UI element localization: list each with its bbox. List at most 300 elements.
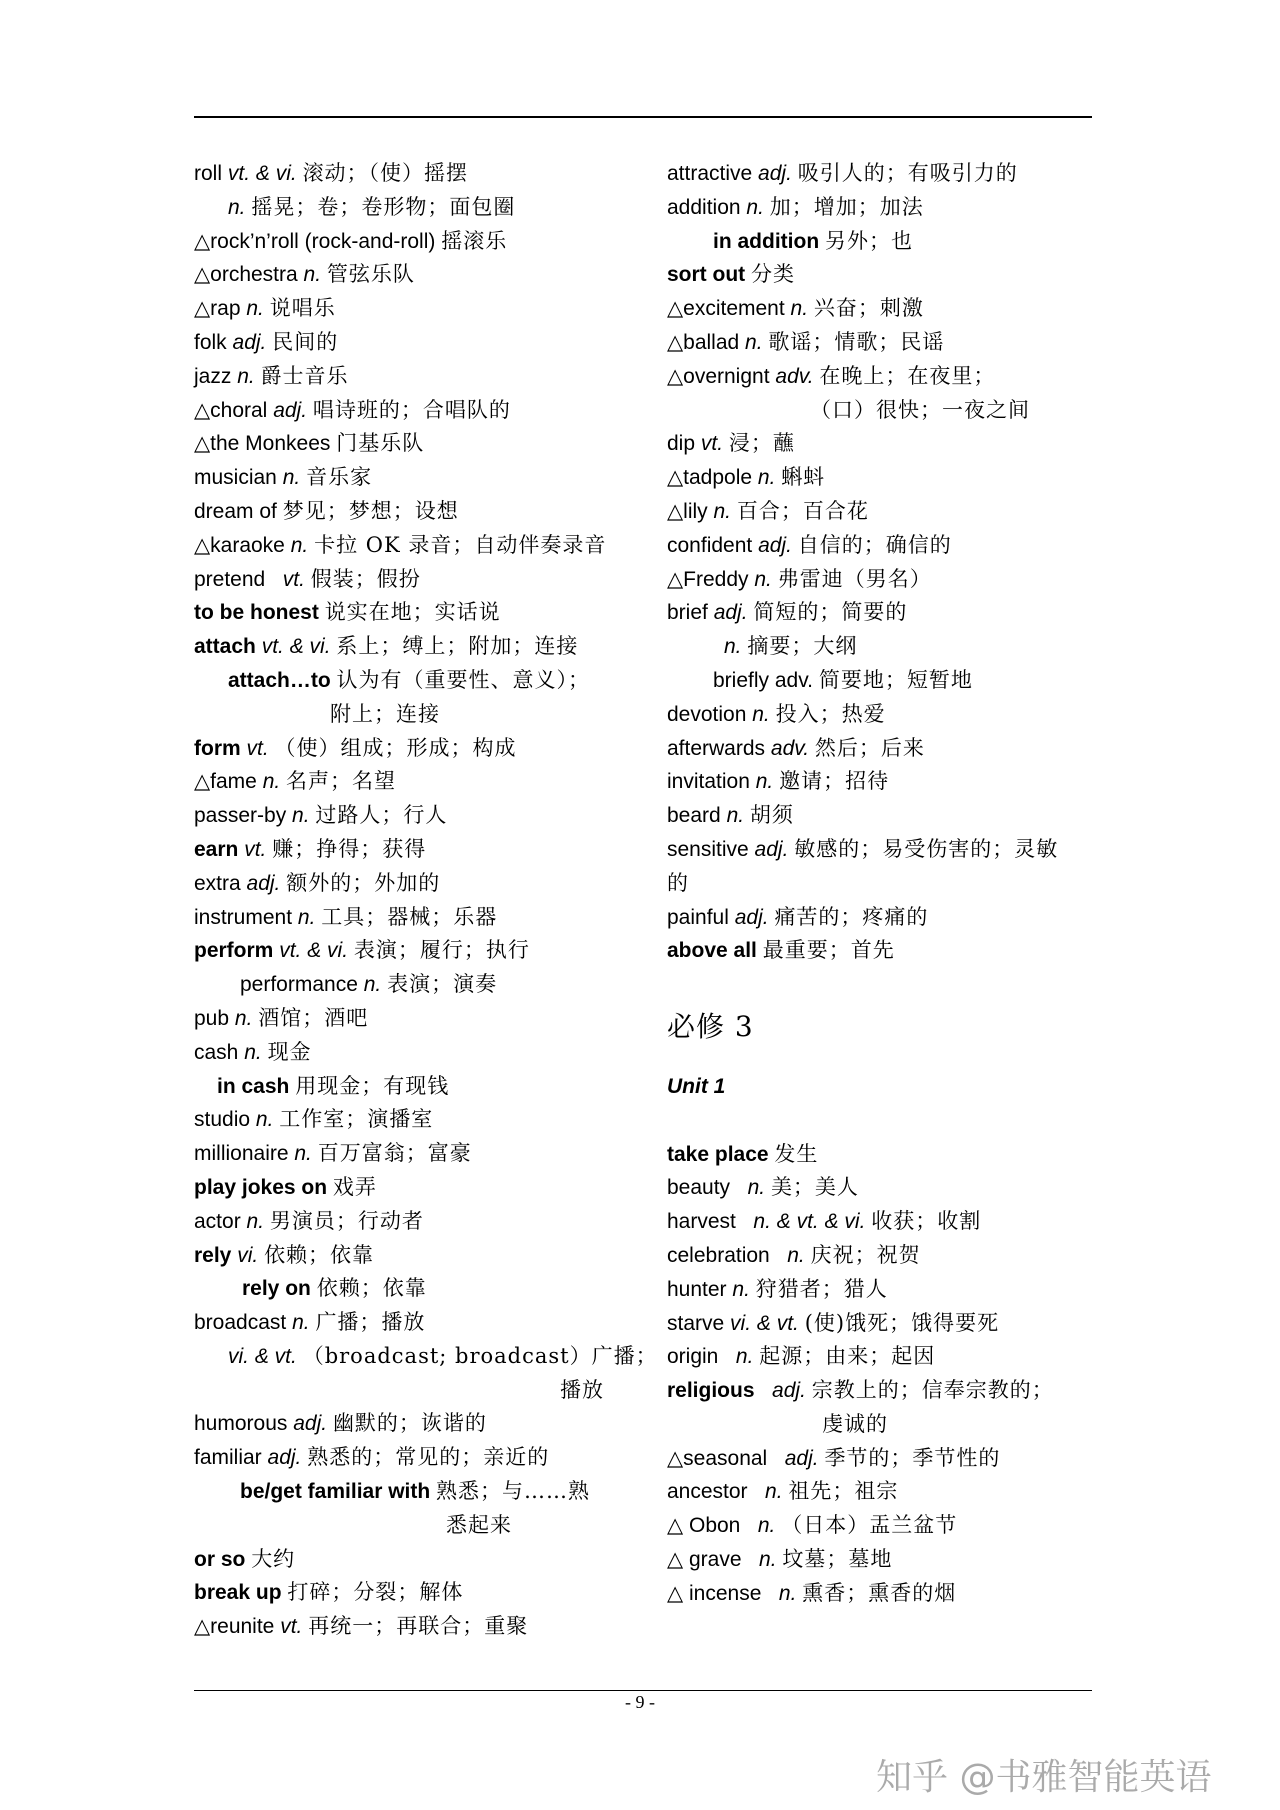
entry-pos: n. & vt. & vi. <box>741 1210 866 1234</box>
entry-meaning: 兴奋；刺激 <box>813 296 924 321</box>
entry-pos: n. <box>282 466 301 490</box>
entry-pos: adj. <box>760 1379 806 1403</box>
entry-pos: vi. & vt. <box>228 1344 297 1368</box>
vocab-entry <box>667 1340 1107 1374</box>
entry-meaning: 工具；器械；乐器 <box>321 904 498 929</box>
vocab-entry <box>667 867 1107 901</box>
unit-title: Unit 1 <box>667 1074 726 1098</box>
vocab-entry <box>194 765 634 799</box>
entry-pos: vt. & vi. <box>227 162 297 185</box>
vocab-entry <box>194 1036 634 1070</box>
entry-meaning: 依赖；依靠 <box>316 1276 427 1301</box>
vocab-entry <box>667 427 1107 461</box>
entry-word: brief <box>667 601 708 625</box>
entry-meaning: 播放 <box>560 1377 604 1402</box>
entry-meaning: 蝌蚪 <box>781 465 826 490</box>
entry-word: humorous <box>194 1412 288 1436</box>
right-column <box>667 157 1107 1611</box>
entry-pos: n. <box>290 533 309 557</box>
entry-pos: n. <box>713 499 732 523</box>
entry-word: or so <box>194 1547 246 1571</box>
vocab-entry <box>194 968 634 1002</box>
entry-word: △fame <box>194 770 257 794</box>
entry-pos: adv. <box>770 736 810 760</box>
vocab-entry <box>194 664 634 698</box>
entry-word: cash <box>194 1040 239 1064</box>
vocab-entry <box>194 258 634 292</box>
entry-meaning: 附上；连接 <box>330 701 440 726</box>
entry-word: afterwards <box>667 736 766 760</box>
vocab-entry <box>194 529 634 563</box>
vocab-entry <box>667 1475 1107 1509</box>
entry-meaning: （broadcast; broadcast）广播； <box>302 1343 658 1368</box>
entry-meaning: 歌谣；情歌；民谣 <box>768 329 945 354</box>
entry-pos: n. <box>757 466 776 490</box>
entry-word: rely on <box>242 1277 311 1301</box>
entry-meaning: 美；美人 <box>770 1175 859 1200</box>
entry-meaning: 认为有（重要性、意义）； <box>336 667 591 692</box>
entry-pos: n. <box>745 330 763 354</box>
entry-word: folk <box>194 330 227 354</box>
entry-meaning: 然后；后来 <box>814 735 925 760</box>
entry-word: △lily <box>667 499 708 523</box>
entry-word: in cash <box>217 1074 290 1098</box>
entry-meaning: 百合；百合花 <box>736 498 869 523</box>
vocab-entry <box>667 563 1107 597</box>
entry-pos: n. <box>767 1581 797 1605</box>
entry-meaning: 弗雷迪（男名） <box>777 566 932 591</box>
entry-pos: n. <box>297 905 316 929</box>
entry-pos: n. <box>303 263 322 287</box>
page-number: - 9 - <box>625 1692 655 1712</box>
entry-word: confident <box>667 533 753 557</box>
entry-word: devotion <box>667 702 747 726</box>
entry-word: beauty <box>667 1176 731 1200</box>
vocab-entry <box>667 698 1107 732</box>
vocab-entry <box>667 1408 1107 1442</box>
entry-word: △ballad <box>667 330 740 354</box>
vocab-entry <box>194 833 634 867</box>
entry-word: attach <box>194 635 256 659</box>
entry-word: extra <box>194 871 241 895</box>
vocab-entry <box>667 225 1107 259</box>
entry-word: ancestor <box>667 1480 748 1504</box>
vocab-entry <box>667 765 1107 799</box>
entry-word: △ incense <box>667 1581 762 1605</box>
entry-word: attractive <box>667 162 753 185</box>
vocab-entry <box>667 394 1107 428</box>
entry-meaning: 民间的 <box>272 329 339 354</box>
entry-pos: adj. <box>758 533 792 557</box>
entry-word: break up <box>194 1581 282 1605</box>
entry-word: celebration <box>667 1243 770 1267</box>
entry-word: △ Obon <box>667 1514 741 1538</box>
entry-meaning: 虔诚的 <box>822 1411 888 1436</box>
entry-word: △rap <box>194 297 241 321</box>
entry-pos: n. <box>294 1142 312 1166</box>
section-title: 必修 3 <box>667 1009 754 1043</box>
entry-meaning: 分类 <box>751 262 795 287</box>
entry-meaning: 浸；蘸 <box>728 431 795 456</box>
vocab-entry <box>194 1441 634 1475</box>
vocab-entry <box>194 934 634 968</box>
entry-pos: n. <box>726 804 745 828</box>
entry-pos: n. <box>753 1480 783 1504</box>
vocab-entry <box>194 732 634 766</box>
entry-word: △choral <box>194 398 268 422</box>
entry-word: sort out <box>667 263 746 287</box>
entry-meaning: 加；增加；加法 <box>769 194 924 219</box>
entry-pos: n. <box>746 1514 776 1538</box>
entry-word: addition <box>667 195 741 219</box>
entry-word: beard <box>667 804 721 828</box>
entry-meaning: 用现金；有现钱 <box>295 1073 450 1098</box>
entry-word: millionaire <box>194 1142 289 1166</box>
vocab-entry <box>667 1138 1107 1172</box>
vocab-entry <box>194 1374 634 1408</box>
vocab-entry <box>667 596 1107 630</box>
vocab-entry <box>194 596 634 630</box>
entry-meaning: 最重要；首先 <box>762 938 895 963</box>
entry-word: to be honest <box>194 601 319 625</box>
vocab-entry <box>194 461 634 495</box>
entry-word: △the Monkees <box>194 432 331 456</box>
entry-meaning: 广播；播放 <box>315 1310 426 1335</box>
entry-word: perform <box>194 939 274 963</box>
entry-meaning: 说唱乐 <box>269 296 336 321</box>
entry-word: religious <box>667 1379 755 1403</box>
vocab-entry <box>194 1272 634 1306</box>
entry-word: sensitive <box>667 837 749 861</box>
vocab-entry <box>194 495 634 529</box>
vocab-entry <box>194 867 634 901</box>
spacer <box>667 968 1107 1002</box>
vocab-entry <box>667 934 1107 968</box>
vocab-entry <box>194 1576 634 1610</box>
entry-meaning: 庆祝；祝贺 <box>810 1242 921 1267</box>
entry-meaning: 过路人；行人 <box>315 803 448 828</box>
vocab-entry <box>194 1306 634 1340</box>
entry-pos: n. <box>752 702 770 726</box>
entry-meaning: 发生 <box>774 1141 819 1166</box>
entry-word: △ grave <box>667 1548 742 1572</box>
entry-pos: vt. & vi. <box>279 939 349 963</box>
entry-word: △seasonal <box>667 1446 768 1470</box>
vocab-entry <box>194 1070 634 1104</box>
vocab-entry <box>194 1407 634 1441</box>
spacer <box>667 1052 1107 1070</box>
entry-meaning: 系上；缚上；附加；连接 <box>336 634 579 659</box>
vocab-entry <box>667 630 1107 664</box>
entry-word: jazz <box>194 364 232 388</box>
entry-meaning: 宗教上的；信奉宗教的； <box>811 1378 1054 1403</box>
watermark: 知乎 @书雅智能英语 <box>876 1757 1212 1798</box>
vocab-entry <box>667 529 1107 563</box>
vocab-entry <box>667 1543 1107 1577</box>
entry-meaning: 依赖；依靠 <box>264 1242 375 1267</box>
entry-meaning: （使）组成；形成；构成 <box>274 735 517 760</box>
entry-word: broadcast <box>194 1311 287 1335</box>
entry-meaning: 卡拉 OK 录音；自动伴奏录音 <box>314 532 607 557</box>
entry-word: △karaoke <box>194 533 285 557</box>
entry-meaning: 酒馆；酒吧 <box>258 1005 369 1030</box>
entry-pos: adj. <box>734 905 769 929</box>
vocab-entry <box>194 1103 634 1137</box>
entry-meaning: 投入；热爱 <box>775 701 886 726</box>
entry-word: be/get familiar with <box>240 1480 431 1504</box>
entry-pos: n. <box>747 1548 777 1572</box>
entry-word: form <box>194 736 241 760</box>
entry-pos: adj. <box>713 601 748 625</box>
entry-word: dream of <box>194 499 277 523</box>
entry-meaning: 说实在地；实话说 <box>324 600 501 625</box>
entry-pos: n. <box>228 195 246 219</box>
entry-word: △reunite <box>194 1615 275 1639</box>
entry-pos: n. <box>724 635 742 659</box>
entry-pos: n. <box>255 1108 274 1132</box>
vocab-entry <box>667 1171 1107 1205</box>
entry-meaning: 胡须 <box>749 803 794 828</box>
entry-word: actor <box>194 1209 241 1233</box>
vocab-entry <box>194 427 634 461</box>
entry-pos: n. <box>234 1006 253 1030</box>
vocab-entry <box>667 1205 1107 1239</box>
entry-meaning: 名声；名望 <box>286 769 397 794</box>
vocab-entry <box>667 1239 1107 1273</box>
entry-meaning: 表演；演奏 <box>387 972 498 997</box>
entry-pos: vt. <box>246 736 269 760</box>
entry-meaning: 简短的；简要的 <box>753 600 908 625</box>
vocab-entry <box>667 1273 1107 1307</box>
vocab-entry <box>667 833 1107 867</box>
entry-meaning: 表演；履行；执行 <box>353 938 530 963</box>
vocab-entry <box>667 1307 1107 1341</box>
entry-meaning: 管弦乐队 <box>326 262 415 287</box>
vocab-entry <box>667 461 1107 495</box>
entry-meaning: （日本）盂兰盆节 <box>781 1513 958 1538</box>
entry-meaning: 唱诗班的；合唱队的 <box>312 397 511 422</box>
entry-pos: n. <box>246 1209 265 1233</box>
vocab-list-continued <box>667 157 1107 968</box>
entry-meaning: 在晚上；在夜里； <box>819 363 996 388</box>
vocab-entry <box>194 1340 658 1374</box>
vocab-entry <box>194 157 634 191</box>
vocab-entry <box>194 1002 634 1036</box>
entry-pos: vt. <box>244 837 267 861</box>
entry-word: origin <box>667 1345 719 1369</box>
entry-pos: n. <box>246 297 264 321</box>
entry-meaning: 假装；假扮 <box>310 566 421 591</box>
vocab-entry <box>194 191 634 225</box>
entry-meaning: 戏弄 <box>332 1174 377 1199</box>
entry-meaning: 音乐家 <box>306 465 373 490</box>
vocab-entry <box>667 664 1107 698</box>
entry-word: painful <box>667 905 729 929</box>
vocab-entry <box>194 1475 634 1509</box>
entry-meaning: 百万富翁；富豪 <box>317 1141 472 1166</box>
entry-meaning: 悉起来 <box>446 1512 512 1537</box>
entry-pos: adj. <box>246 871 281 895</box>
vocab-entry <box>194 1171 634 1205</box>
unit-vocab-list <box>667 1138 1107 1611</box>
vocab-entry <box>667 292 1107 326</box>
entry-word: briefly adv. <box>713 668 813 692</box>
entry-meaning: 狩猎者；猎人 <box>755 1276 888 1301</box>
vocab-entry <box>667 1442 1107 1476</box>
entry-word: earn <box>194 837 239 861</box>
vocab-entry <box>667 258 1107 292</box>
vocab-entry <box>194 1509 634 1543</box>
entry-pos: n. <box>724 1345 754 1369</box>
entry-word: dip <box>667 432 696 456</box>
entry-word: instrument <box>194 905 293 929</box>
vocab-entry <box>194 1610 634 1644</box>
vocab-entry <box>667 326 1107 360</box>
entry-pos: adj. <box>754 837 789 861</box>
entry-word: performance <box>240 973 358 997</box>
entry-pos: n. <box>292 1311 310 1335</box>
footer-rule <box>194 1690 1092 1691</box>
vocab-entry <box>194 1543 634 1577</box>
entry-word: △rock’n’roll (rock-and-roll) <box>194 229 436 253</box>
entry-meaning: 另外；也 <box>825 228 913 253</box>
vocab-entry <box>194 326 634 360</box>
entry-meaning: 的 <box>667 870 689 895</box>
entry-word: pub <box>194 1006 230 1030</box>
entry-pos: adj. <box>267 1446 302 1470</box>
entry-meaning: （口）很快；一夜之间 <box>810 397 1030 422</box>
entry-meaning: 邀请；招待 <box>779 769 890 794</box>
entry-pos: n. <box>746 195 764 219</box>
entry-meaning: 摘要；大纲 <box>747 634 858 659</box>
entry-pos: vi. <box>237 1243 259 1267</box>
entry-word: above all <box>667 939 757 963</box>
vocab-entry <box>194 1239 634 1273</box>
entry-pos: adj. <box>758 162 792 185</box>
entry-meaning: 现金 <box>267 1039 312 1064</box>
entry-word: studio <box>194 1108 251 1132</box>
entry-word: musician <box>194 466 277 490</box>
vocab-entry <box>194 292 634 326</box>
entry-word: in addition <box>713 229 820 253</box>
left-column <box>194 157 658 1644</box>
entry-meaning: 梦见；梦想；设想 <box>282 498 459 523</box>
entry-meaning: 额外的；外加的 <box>286 870 441 895</box>
entry-word: rely <box>194 1243 232 1267</box>
entry-meaning: 熟悉的；常见的；亲近的 <box>307 1445 550 1470</box>
vocab-entry <box>194 394 634 428</box>
entry-meaning: 再统一；再联合；重聚 <box>308 1614 529 1639</box>
vocab-entry <box>194 225 634 259</box>
entry-pos: vi. & vt. <box>730 1311 799 1335</box>
vocab-entry <box>667 157 1107 191</box>
entry-pos: vt. & vi. <box>261 635 331 659</box>
entry-pos: adv. <box>775 364 814 388</box>
header-rule <box>194 116 1092 118</box>
entry-meaning: 收获；收割 <box>871 1209 982 1234</box>
entry-pos: vt. <box>280 1615 303 1639</box>
entry-meaning: 自信的；确信的 <box>797 532 952 557</box>
vocab-entry <box>194 1205 634 1239</box>
entry-word: △Freddy <box>667 567 749 591</box>
entry-pos: n. <box>237 364 255 388</box>
vocab-entry <box>194 630 634 664</box>
entry-meaning: 敏感的；易受伤害的；灵敏 <box>794 836 1059 861</box>
entry-pos: n. <box>735 1176 766 1200</box>
entry-meaning: 吸引人的；有吸引力的 <box>797 161 1018 185</box>
vocab-entry <box>667 1374 1107 1408</box>
entry-word: △orchestra <box>194 263 298 287</box>
entry-pos: adj. <box>293 1412 328 1436</box>
vocab-entry <box>667 799 1107 833</box>
vocab-entry <box>667 191 1107 225</box>
vocab-entry <box>667 1509 1107 1543</box>
entry-pos: n. <box>755 770 774 794</box>
entry-word: familiar <box>194 1446 262 1470</box>
entry-meaning: 季节的；季节性的 <box>824 1445 1001 1470</box>
vocab-entry <box>194 563 634 597</box>
spacer <box>667 1104 1107 1138</box>
entry-pos: n. <box>790 297 809 321</box>
entry-pos: vt. <box>700 432 724 456</box>
entry-word: △excitement <box>667 297 785 321</box>
entry-meaning: 工作室；演播室 <box>279 1107 434 1132</box>
entry-word: attach…to <box>228 668 331 692</box>
entry-pos: adj. <box>773 1446 819 1470</box>
entry-meaning: 熏香；熏香的烟 <box>802 1580 957 1605</box>
entry-meaning: 爵士音乐 <box>260 363 349 388</box>
entry-meaning: (使)饿死；饿得要死 <box>804 1310 1000 1335</box>
entry-pos: adj. <box>232 330 267 354</box>
vocab-entry <box>194 360 634 394</box>
entry-word: hunter <box>667 1277 727 1301</box>
entry-pos: n. <box>292 804 310 828</box>
entry-word: starve <box>667 1311 725 1335</box>
vocab-entry <box>667 732 1107 766</box>
entry-meaning: 摇晃；卷；卷形物；面包圈 <box>251 194 516 219</box>
entry-word: take place <box>667 1142 769 1166</box>
entry-meaning: 赚；挣得；获得 <box>272 836 427 861</box>
entry-pos: adj. <box>273 398 308 422</box>
entry-meaning: 大约 <box>251 1546 296 1571</box>
entry-meaning: 摇滚乐 <box>441 228 508 253</box>
entry-meaning: 打碎；分裂；解体 <box>287 1580 464 1605</box>
entry-meaning: 祖先；祖宗 <box>788 1479 899 1504</box>
entry-meaning: 坟墓；墓地 <box>782 1547 893 1572</box>
entry-meaning: 痛苦的；疼痛的 <box>774 904 929 929</box>
entry-pos: vt. <box>271 567 305 591</box>
entry-meaning: 滚动；（使）摇摆 <box>302 161 469 185</box>
vocab-entry <box>194 1137 634 1171</box>
entry-pos: n. <box>244 1040 262 1064</box>
entry-word: △overnignt <box>667 364 770 388</box>
entry-meaning: 简要地；短暂地 <box>818 667 973 692</box>
vocab-entry <box>667 901 1107 935</box>
entry-word: harvest <box>667 1210 736 1234</box>
entry-meaning: 幽默的；诙谐的 <box>332 1411 487 1436</box>
entry-pos: n. <box>363 973 382 997</box>
entry-meaning: 门基乐队 <box>336 431 425 456</box>
entry-pos: n. <box>262 770 281 794</box>
entry-pos: n. <box>775 1243 805 1267</box>
vocab-entry <box>194 901 634 935</box>
entry-meaning: 男演员；行动者 <box>269 1208 424 1233</box>
vocab-entry <box>194 698 634 732</box>
vocab-entry <box>667 495 1107 529</box>
entry-word: pretend <box>194 567 266 591</box>
entry-word: play jokes on <box>194 1175 328 1199</box>
entry-word: △tadpole <box>667 466 753 490</box>
